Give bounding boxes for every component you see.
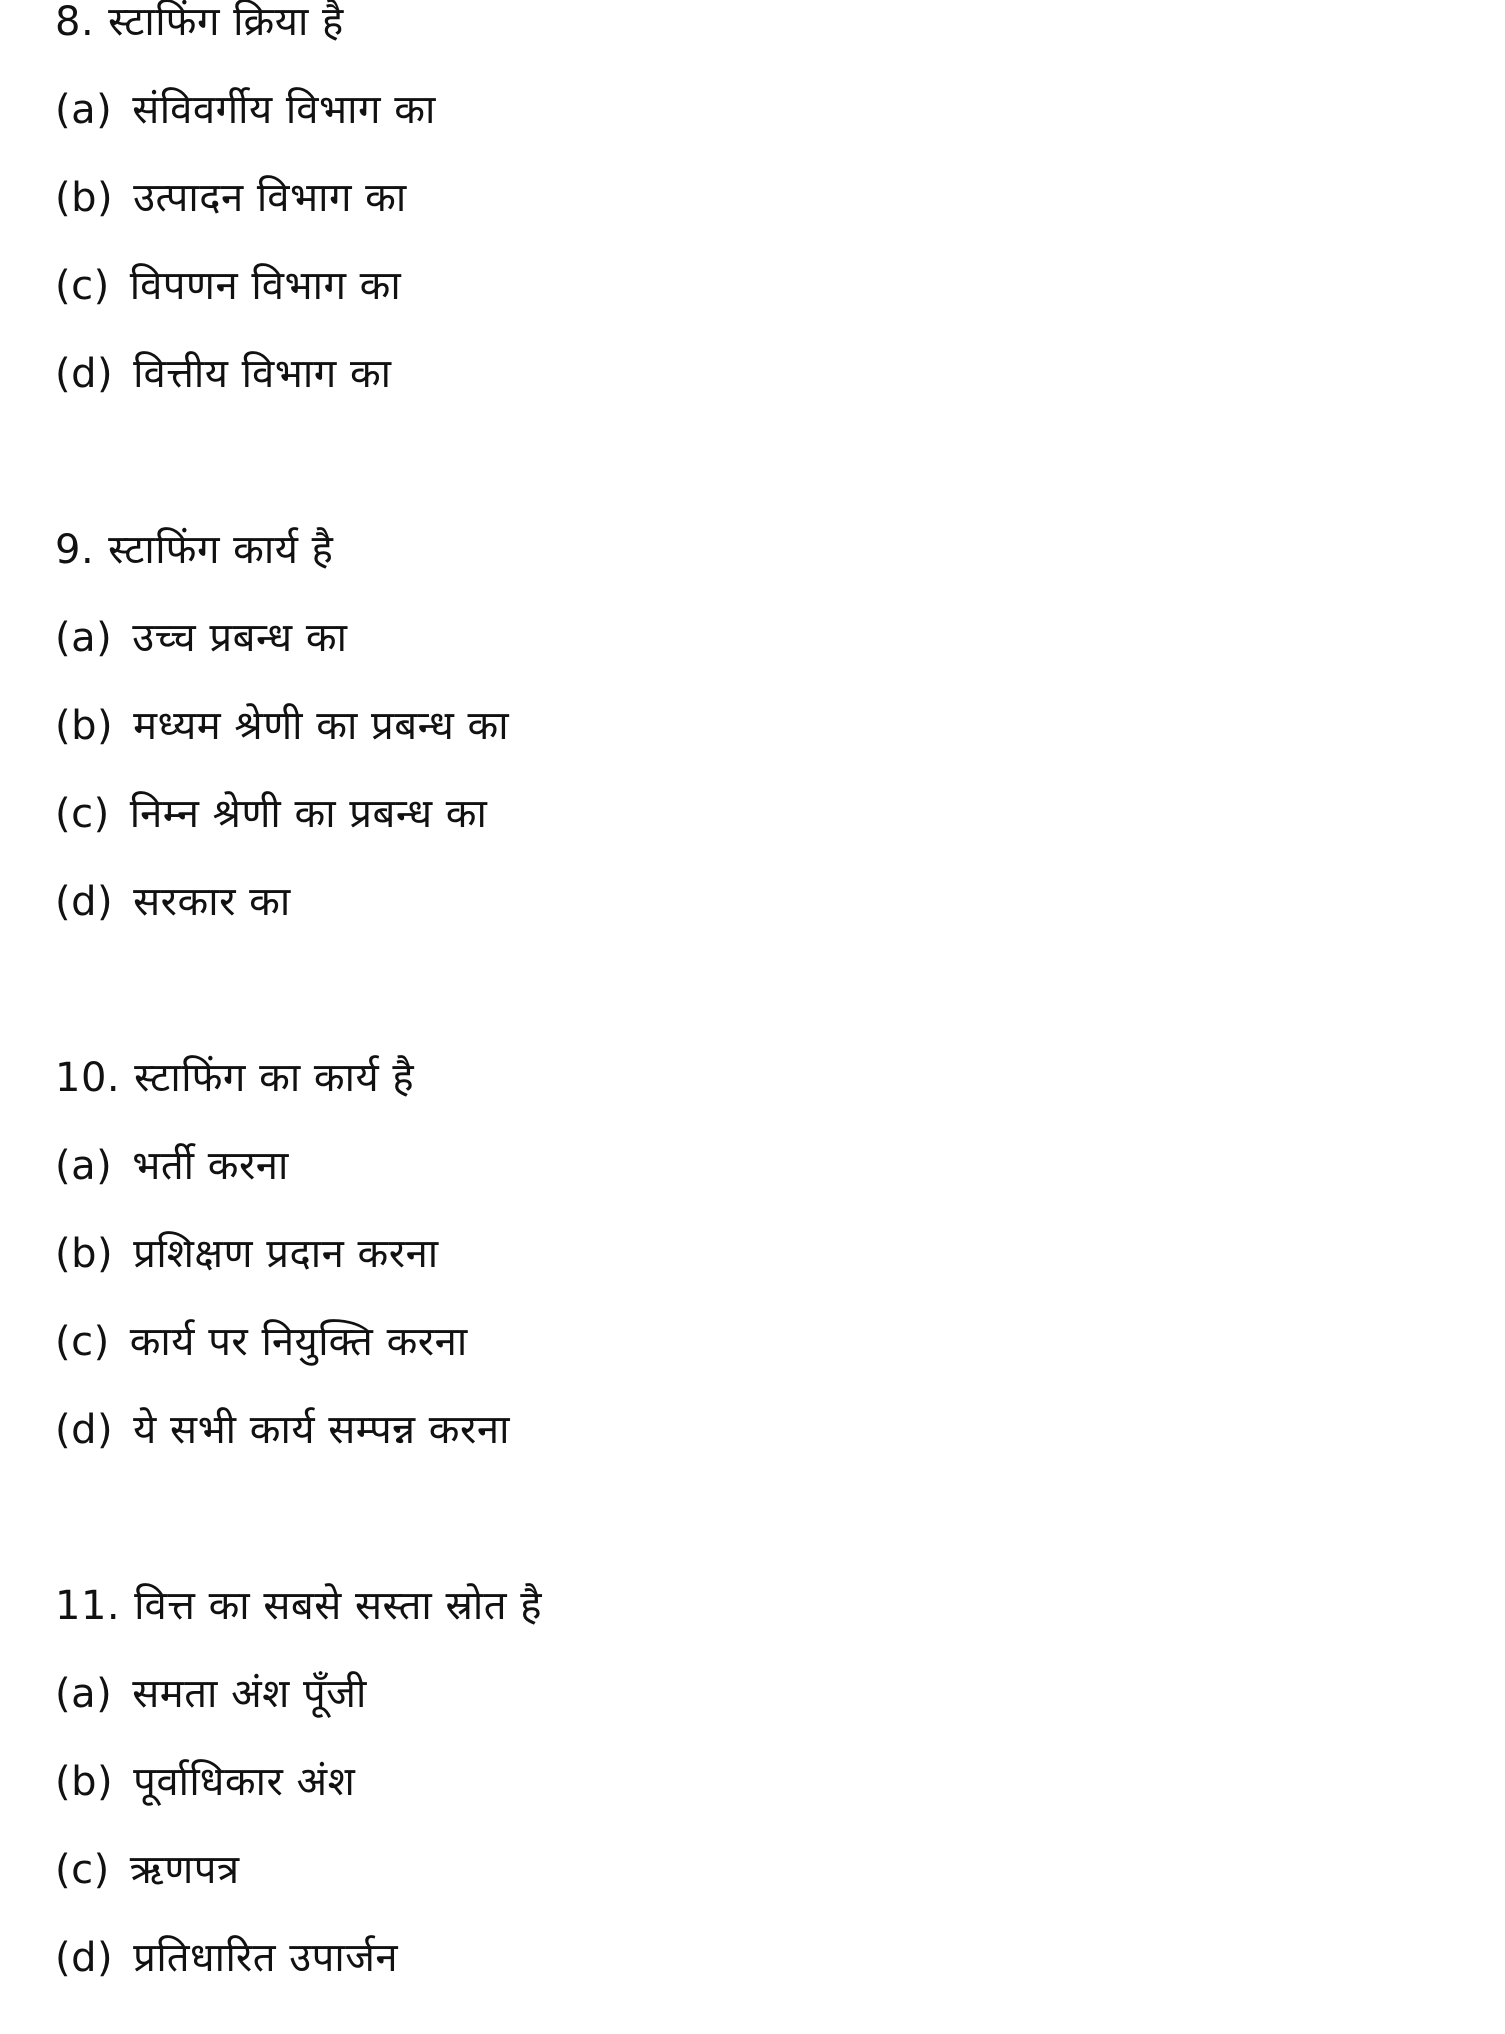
option-c bbox=[55, 770, 1355, 858]
option-letter: (a) bbox=[55, 1671, 113, 1717]
option-text: सरकार का bbox=[133, 879, 291, 925]
question-8 bbox=[55, 0, 1355, 418]
option-letter: (b) bbox=[55, 1759, 114, 1805]
question-10 bbox=[55, 1034, 1355, 1474]
option-letter: (a) bbox=[55, 1143, 113, 1189]
option-d bbox=[55, 1386, 1355, 1474]
option-letter: (b) bbox=[55, 703, 114, 749]
option-text: पूर्वाधिकार अंश bbox=[133, 1759, 356, 1805]
option-a bbox=[55, 594, 1355, 682]
option-d bbox=[55, 330, 1355, 418]
question-9 bbox=[55, 506, 1355, 946]
question-number: 8. bbox=[55, 0, 95, 45]
option-letter: (c) bbox=[55, 1847, 110, 1893]
question-text: स्टाफिंग का कार्य है bbox=[134, 1055, 415, 1101]
question-stem bbox=[55, 0, 1355, 66]
question-text: वित्त का सबसे सस्ता स्रोत है bbox=[134, 1583, 543, 1629]
question-number: 9. bbox=[55, 527, 95, 573]
option-text: कार्य पर नियुक्ति करना bbox=[129, 1319, 468, 1365]
option-text: मध्यम श्रेणी का प्रबन्ध का bbox=[133, 703, 510, 749]
option-text: उत्पादन विभाग का bbox=[133, 175, 407, 221]
option-text: ऋणपत्र bbox=[129, 1847, 240, 1893]
option-letter: (b) bbox=[55, 175, 114, 221]
option-c bbox=[55, 242, 1355, 330]
question-number: 10. bbox=[55, 1055, 121, 1101]
question-number: 11. bbox=[55, 1583, 121, 1629]
question-stem bbox=[55, 1034, 1355, 1122]
option-text: निम्न श्रेणी का प्रबन्ध का bbox=[129, 791, 488, 837]
option-d bbox=[55, 1914, 1355, 2002]
option-b bbox=[55, 1738, 1355, 1826]
option-letter: (d) bbox=[55, 879, 114, 925]
option-a bbox=[55, 66, 1355, 154]
option-letter: (a) bbox=[55, 87, 113, 133]
option-text: संविवर्गीय विभाग का bbox=[132, 87, 436, 133]
option-letter: (d) bbox=[55, 1935, 114, 1981]
option-text: भर्ती करना bbox=[132, 1143, 289, 1189]
option-letter: (a) bbox=[55, 615, 113, 661]
question-stem bbox=[55, 1562, 1355, 1650]
option-text: प्रशिक्षण प्रदान करना bbox=[133, 1231, 439, 1277]
option-text: समता अंश पूँजी bbox=[132, 1671, 367, 1717]
option-text: उच्च प्रबन्ध का bbox=[132, 615, 348, 661]
option-b bbox=[55, 682, 1355, 770]
option-letter: (c) bbox=[55, 263, 110, 309]
option-d bbox=[55, 858, 1355, 946]
question-stem bbox=[55, 506, 1355, 594]
option-letter: (d) bbox=[55, 1407, 114, 1453]
option-c bbox=[55, 1826, 1355, 1914]
question-text: स्टाफिंग कार्य है bbox=[108, 527, 334, 573]
option-letter: (c) bbox=[55, 1319, 110, 1365]
option-c bbox=[55, 1298, 1355, 1386]
option-letter: (c) bbox=[55, 791, 110, 837]
question-text: स्टाफिंग क्रिया है bbox=[108, 0, 344, 45]
option-letter: (d) bbox=[55, 351, 114, 397]
option-letter: (b) bbox=[55, 1231, 114, 1277]
option-text: वित्तीय विभाग का bbox=[133, 351, 392, 397]
option-a bbox=[55, 1122, 1355, 1210]
option-text: प्रतिधारित उपार्जन bbox=[133, 1935, 399, 1981]
option-b bbox=[55, 154, 1355, 242]
option-a bbox=[55, 1650, 1355, 1738]
option-text: ये सभी कार्य सम्पन्न करना bbox=[133, 1407, 510, 1453]
question-11 bbox=[55, 1562, 1355, 2002]
option-b bbox=[55, 1210, 1355, 1298]
option-text: विपणन विभाग का bbox=[129, 263, 402, 309]
